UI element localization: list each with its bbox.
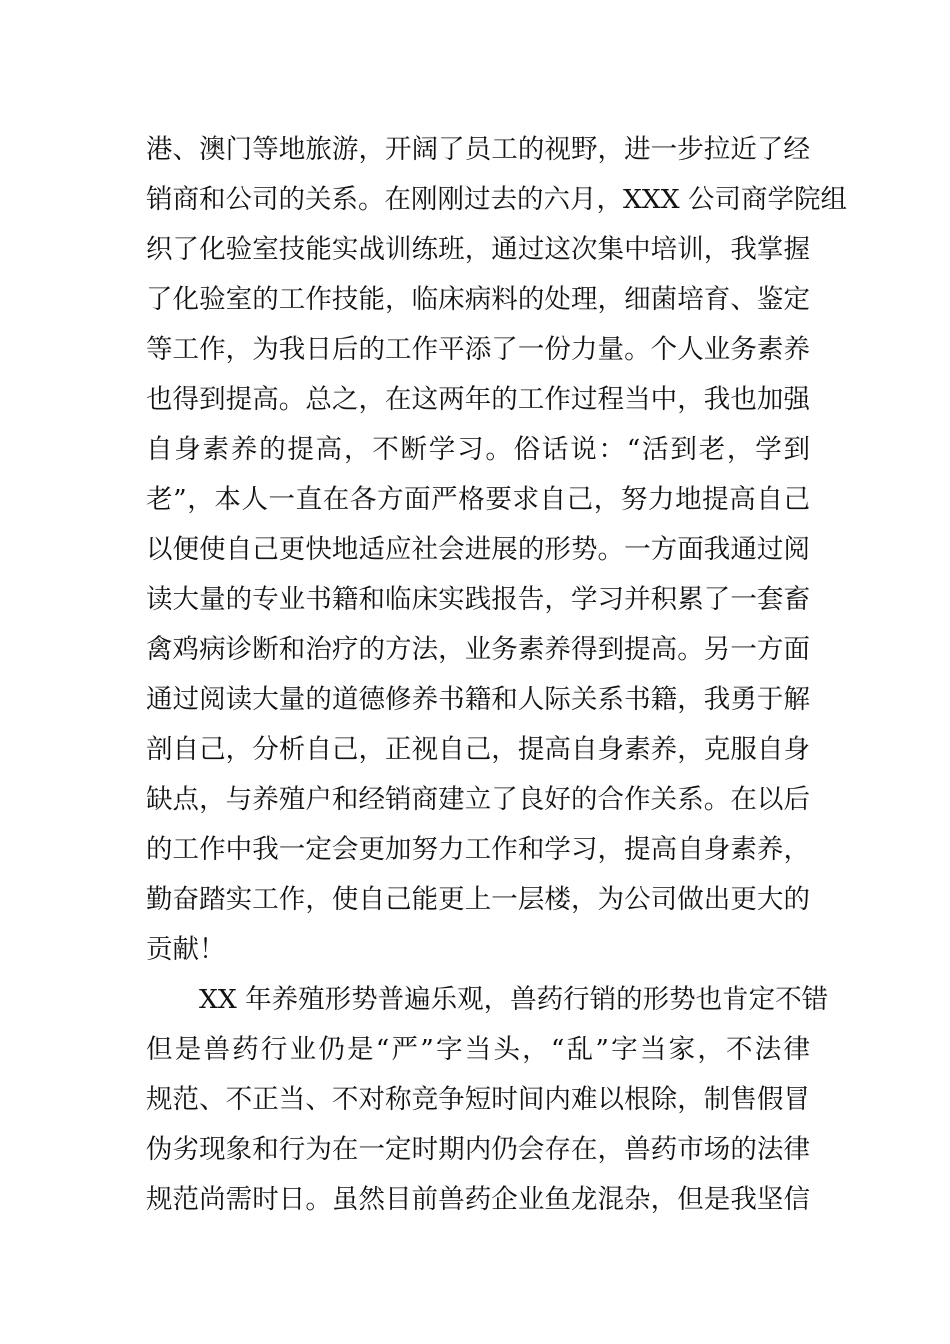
text-line: 以便使自己更快地适应社会进展的形势。一方面我通过阅 bbox=[146, 534, 810, 565]
text-line: 通过阅读大量的道德修养书籍和人际关系书籍，我勇于解 bbox=[146, 684, 810, 715]
text-line: 等工作，为我日后的工作平添了一份力量。个人业务素养 bbox=[146, 334, 810, 365]
text-line: 勤奋踏实工作，使自己能更上一层楼，为公司做出更大的 bbox=[146, 884, 810, 915]
text-line: 老”，本人一直在各方面严格要求自己，努力地提高自己 bbox=[146, 484, 810, 515]
text-line: 了化验室的工作技能，临床病料的处理，细菌培育、鉴定 bbox=[146, 284, 810, 315]
text-line: 但是兽药行业仍是“严”字当头，“乱”字当家，不法律 bbox=[146, 1034, 810, 1065]
text-line: 织了化验室技能实战训练班，通过这次集中培训，我掌握 bbox=[146, 234, 810, 265]
text-line: 剖自己，分析自己，正视自己，提高自身素养，克服自身 bbox=[146, 734, 810, 765]
text-line: 缺点，与养殖户和经销商建立了良好的合作关系。在以后 bbox=[146, 784, 810, 815]
text-line: 自身素养的提高，不断学习。俗话说：“活到老，学到 bbox=[146, 434, 810, 465]
paragraph-first-line: XX 年养殖形势普遍乐观，兽药行销的形势也肯定不错 bbox=[199, 984, 829, 1015]
text-line: 禽鸡病诊断和治疗的方法，业务素养得到提高。另一方面 bbox=[146, 634, 810, 665]
text-line: 伪劣现象和行为在一定时期内仍会存在，兽药市场的法律 bbox=[146, 1134, 810, 1165]
text-line: 也得到提高。总之，在这两年的工作过程当中，我也加强 bbox=[146, 384, 810, 415]
text-line: 销商和公司的关系。在刚刚过去的六月，XXX 公司商学院组 bbox=[146, 184, 848, 215]
text-line: 规范尚需时日。虽然目前兽药企业鱼龙混杂，但是我坚信 bbox=[146, 1184, 810, 1215]
paragraph-end-line: 贡献！ bbox=[146, 934, 226, 965]
text-line: 读大量的专业书籍和临床实践报告，学习并积累了一套畜 bbox=[146, 584, 810, 615]
body-text bbox=[146, 125, 848, 1225]
text-line: 的工作中我一定会更加努力工作和学习，提高自身素养， bbox=[146, 834, 810, 865]
text-line: 港、澳门等地旅游，开阔了员工的视野，进一步拉近了经 bbox=[146, 134, 810, 165]
text-line: 规范、不正当、不对称竞争短时间内难以根除，制售假冒 bbox=[146, 1084, 810, 1115]
